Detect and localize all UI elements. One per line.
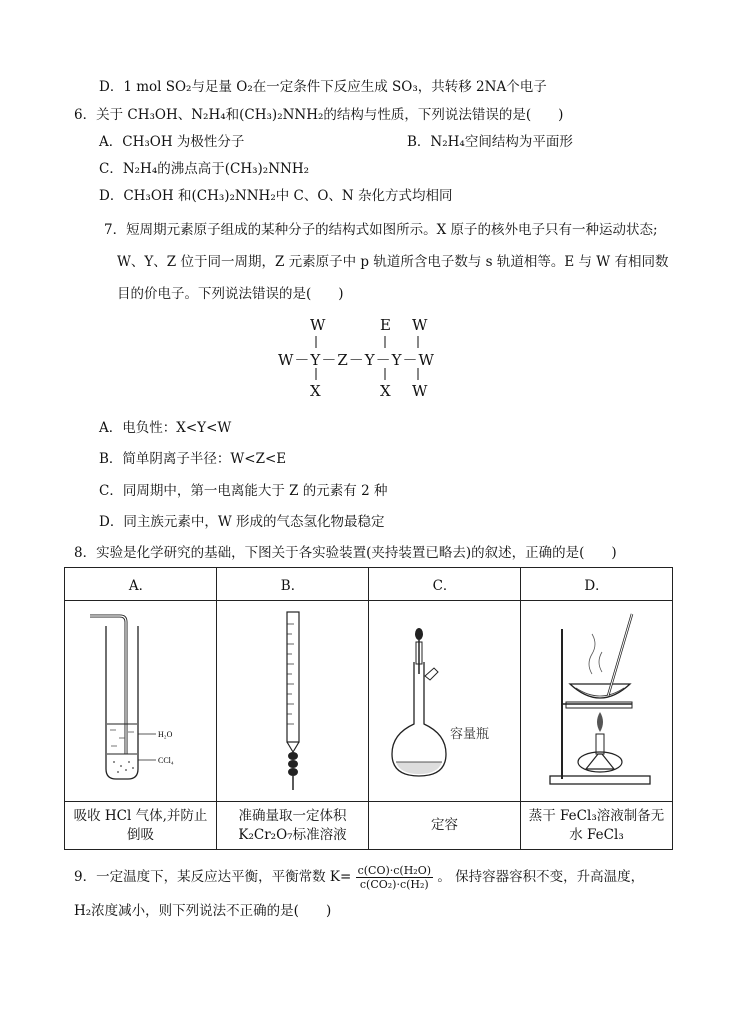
q6-option-c: C．N₂H₄的沸点高于(CH₃)₂NNH₂	[99, 161, 310, 177]
desc-a: 吸收 HCl 气体,并防止 倒吸	[65, 802, 217, 850]
evaporation-setup-diagram	[522, 604, 672, 794]
test-tube-absorption-diagram	[66, 604, 216, 794]
formula-bot-x1: X	[310, 382, 321, 400]
formula-main-chain: W－Y－Z－Y－Y－W	[278, 351, 435, 369]
header-a: A．	[65, 568, 217, 601]
q8-stem: 8．实验是化学研究的基础，下图关于各实验装置(夹持装置已略去)的叙述，正确的是( )	[74, 545, 617, 561]
formula-bot-w: W	[412, 382, 428, 400]
header-b: B．	[217, 568, 369, 601]
q6-option-d: D．CH₃OH 和(CH₃)₂NNH₂中 C、O、N 杂化方式均相同	[99, 188, 453, 204]
header-d: D．	[521, 568, 673, 601]
apparatus-d-cell	[521, 601, 673, 802]
formula-bot-x2: X	[380, 382, 391, 400]
q6-option-a: A．CH₃OH 为极性分子	[99, 134, 245, 150]
burette-diagram	[218, 604, 368, 794]
label-volumetric-flask: 容量瓶	[449, 727, 489, 742]
formula-top-e: E	[380, 316, 391, 334]
apparatus-a-cell	[65, 601, 217, 802]
apparatus-table	[64, 567, 673, 850]
equilibrium-constant-fraction: $\frac{\text{c(CO)·c(H₂O)}}{\text{c(CO₂)·c(H₂)}}$	[357, 864, 432, 891]
formula-top-w2: W	[412, 316, 428, 334]
apparatus-b-cell	[217, 601, 369, 802]
q6-stem: 6．关于 CH₃OH、N₂H₄和(CH₃)₂NNH₂的结构与性质，下列说法错误的是( )	[74, 107, 564, 123]
q6-option-b: B．N₂H₄空间结构为平面形	[407, 134, 573, 150]
q7-option-d: D．同主族元素中，W 形成的气态氢化物最稳定	[99, 514, 385, 530]
q7-stem-line2: W、Y、Z 位于同一周期，Z 元素原子中 p 轨道所含电子数与 s 轨道相等。E 与 W 有相同数	[117, 254, 669, 270]
desc-d: 蒸干 FeCl₃溶液制备无 水 FeCl₃	[521, 802, 673, 850]
desc-b: 准确量取一定体积 K₂Cr₂O₇标准溶液	[217, 802, 369, 850]
q7-option-a: A．电负性：X<Y<W	[99, 420, 232, 436]
q7-stem-line1: 7．短周期元素原子组成的某种分子的结构式如图所示。X 原子的核外电子只有一种运动状态;	[104, 222, 658, 238]
q7-option-c: C．同周期中，第一电离能大于 Z 的元素有 2 种	[99, 483, 388, 499]
volumetric-flask-diagram	[370, 604, 520, 794]
q7-stem-line3: 目的价电子。下列说法错误的是( )	[117, 286, 344, 302]
q9-stem-line2: H₂浓度减小，则下列说法不正确的是( )	[74, 903, 332, 919]
structural-formula	[270, 316, 470, 404]
q5-option-d: D．1 mol SO₂与足量 O₂在一定条件下反应生成 SO₃，共转移 2NA个电子	[99, 79, 547, 95]
label-ccl4: CCl₄	[157, 756, 174, 765]
formula-top-w1: W	[310, 316, 326, 334]
label-h2o: H₂O	[157, 730, 172, 739]
q7-option-b: B．简单阴离子半径：W<Z<E	[99, 451, 287, 467]
apparatus-c-cell	[369, 601, 521, 802]
header-c: C．	[369, 568, 521, 601]
desc-c: 定容	[369, 802, 521, 850]
q9-stem-line1: 9．一定温度下，某反应达平衡，平衡常数 K= $\frac{\text{c(CO)·c(H₂O)}}{\text{c(CO₂)·c(H₂)}}$ 。 保持容器容积不变，升高温度，	[74, 864, 645, 891]
